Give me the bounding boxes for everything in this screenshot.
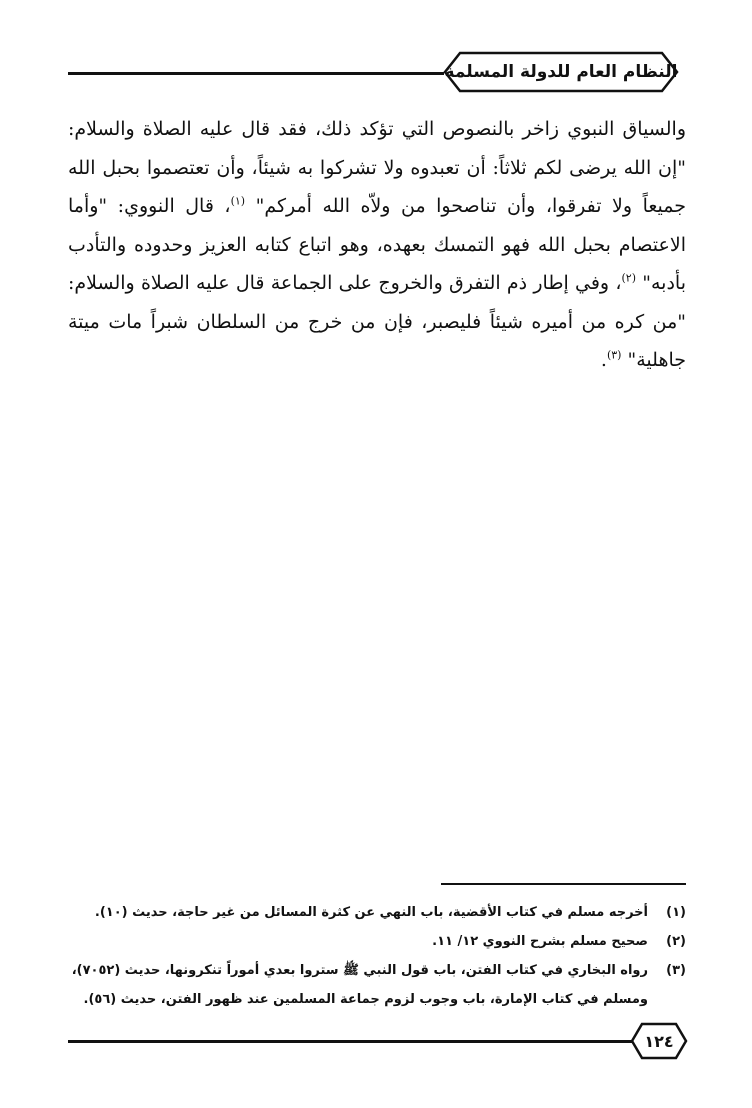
footnote-item: [68, 898, 686, 927]
footer-rule: [68, 1040, 634, 1043]
page-number: ١٢٤: [644, 1031, 674, 1051]
footnote-number: (٣): [666, 963, 686, 978]
footnotes-section: [68, 898, 686, 1014]
main-paragraph: [68, 110, 686, 380]
footnote-text: صحيح مسلم بشرح النووي ١٢/ ١١.: [432, 934, 648, 949]
page-number-badge: [630, 1022, 688, 1060]
body-text-part-3: ، وفي إطار ذم التفرق والخروج على الجماعة قال عليه الصلاة والسلام: "من كره من أميره شيئاً فليصبر، فإن من خرج من السلطان شبراً مات ميتة جاهلية": [68, 272, 686, 371]
header-rule: [68, 72, 444, 75]
footnote-number: (١): [666, 905, 686, 920]
footnote-number: (٢): [666, 934, 686, 949]
footnote-separator: [441, 883, 686, 885]
footnote-text: أخرجه مسلم في كتاب الأقضية، باب النهي عن كثرة المسائل من غير حاجة، حديث (١٠).: [94, 905, 648, 920]
footnote-item: [68, 927, 686, 956]
body-text-part-1: والسياق النبوي زاخر بالنصوص التي تؤكد ذلك، فقد قال عليه الصلاة والسلام: "إن الله يرضى لكم ثلاثاً: أن تعبدوه ولا تشركوا به شيئاً، وأن تعتصموا بحبل الله جميعاً ولا تفرقوا، وأن تناصحوا من ولاّه الله أمركم": [68, 118, 686, 217]
footnote-ref-2[interactable]: (٢): [621, 271, 636, 285]
body-text-part-2: ، قال النووي: "وأما الاعتصام بحبل الله فهو التمسك بعهده، وهو اتباع كتابه العزيز وحدوده والتأدب بأدبه": [68, 195, 687, 294]
header-banner: [442, 50, 680, 94]
running-header-title: النظام العام للدولة المسلمة: [444, 62, 678, 82]
footnote-ref-3[interactable]: (٣): [606, 348, 622, 362]
footnote-item: [68, 956, 686, 1014]
body-text-end: .: [600, 349, 607, 371]
footnote-text: رواه البخاري في كتاب الفتن، باب قول النبي ﷺ ستروا بعدي أموراً تنكرونها، حديث (٧٠٥٢)، ومسلم في كتاب الإمارة، باب وجوب لزوم جماعة المسلمين عند ظهور الفتن، حديث (٥٦).: [71, 963, 648, 1007]
footnote-ref-1[interactable]: (١): [230, 194, 246, 208]
